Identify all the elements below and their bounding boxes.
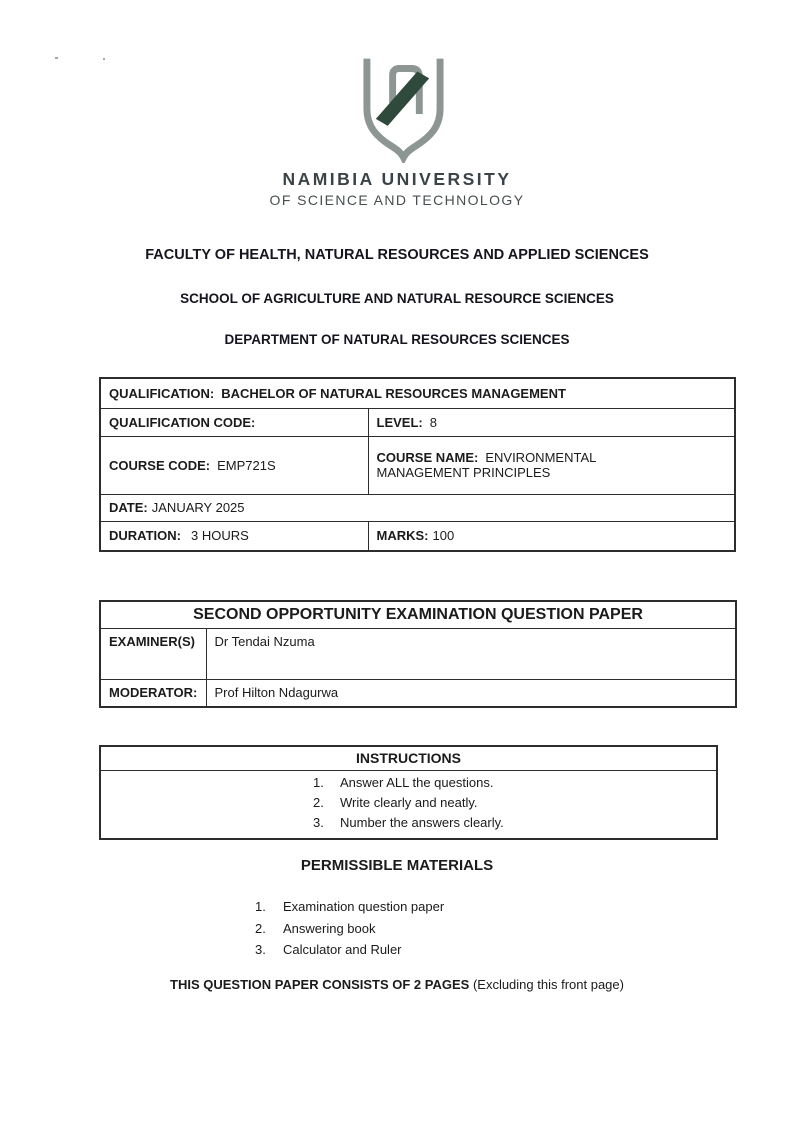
course-code-cell	[100, 436, 368, 494]
qualification-value: BACHELOR OF NATURAL RESOURCES MANAGEMENT	[221, 385, 566, 401]
moderator-value: Prof Hilton Ndagurwa	[206, 679, 736, 707]
qualification-code-cell	[100, 408, 368, 436]
course-code-value: EMP721S	[217, 457, 276, 473]
list-number	[313, 813, 340, 833]
marks-label: MARKS:	[376, 528, 429, 544]
permissible-materials-heading: PERMISSIBLE MATERIALS	[300, 857, 494, 874]
scan-speck	[103, 58, 105, 60]
material-item	[255, 939, 444, 961]
material-item	[255, 918, 444, 940]
course-name-value: ENVIRONMENTAL MANAGEMENT PRINCIPLES	[376, 450, 596, 480]
course-code-label: COURSE CODE:	[109, 457, 211, 473]
list-number	[255, 939, 283, 961]
material-text: Examination question paper	[283, 899, 445, 914]
qualification-label: QUALIFICATION:	[109, 385, 215, 401]
exam-paper-table	[99, 600, 737, 708]
level-value: 8	[429, 414, 437, 430]
scan-speck	[55, 57, 58, 59]
examiner-label: EXAMINER(S)	[100, 628, 206, 679]
instructions-body	[100, 770, 717, 839]
date-label: DATE:	[109, 500, 148, 515]
duration-cell	[100, 521, 368, 551]
material-text: Calculator and Ruler	[283, 942, 402, 957]
instructions-table	[99, 745, 718, 840]
instruction-text: Number the answers clearly.	[340, 814, 504, 830]
department-heading: DEPARTMENT OF NATURAL RESOURCES SCIENCES	[224, 332, 570, 347]
school-heading: SCHOOL OF AGRICULTURE AND NATURAL RESOURCE SCIENCES	[180, 291, 614, 306]
qualification-code-label: QUALIFICATION CODE:	[109, 414, 256, 430]
university-wordmark-subtitle: OF SCIENCE AND TECHNOLOGY	[269, 192, 525, 208]
date-value: JANUARY 2025	[151, 500, 245, 515]
duration-value: 3 HOURS	[190, 528, 249, 544]
course-name-label: COURSE NAME:	[376, 450, 479, 465]
list-number	[255, 918, 283, 940]
level-label: LEVEL:	[376, 414, 423, 430]
page-count-bold: THIS QUESTION PAPER CONSISTS OF 2 PAGES	[170, 977, 470, 992]
page-count-regular: (Excluding this front page)	[469, 977, 624, 992]
faculty-heading: FACULTY OF HEALTH, NATURAL RESOURCES AND APPLIED SCIENCES	[145, 247, 649, 263]
list-number	[313, 773, 340, 793]
university-shield-icon	[360, 57, 447, 163]
permissible-materials-list	[255, 896, 444, 961]
instructions-list	[313, 773, 716, 833]
examiner-value: Dr Tendai Nzuma	[206, 628, 736, 679]
marks-value: 100	[432, 528, 455, 544]
duration-label: DURATION:	[109, 528, 181, 544]
marks-cell	[368, 521, 735, 551]
instruction-item	[313, 793, 716, 813]
qualification-cell	[100, 378, 735, 408]
list-number	[255, 896, 283, 918]
moderator-label: MODERATOR:	[100, 679, 206, 707]
instruction-item	[313, 813, 716, 833]
exam-paper-title: SECOND OPPORTUNITY EXAMINATION QUESTION PAPER	[100, 601, 736, 628]
instruction-text: Answer ALL the questions.	[340, 774, 494, 790]
level-cell	[368, 408, 735, 436]
university-wordmark: NAMIBIA UNIVERSITY	[282, 169, 512, 189]
course-info-table	[99, 377, 736, 552]
material-text: Answering book	[283, 920, 376, 936]
material-item	[255, 896, 444, 918]
date-cell	[100, 494, 735, 521]
instruction-item	[313, 773, 716, 793]
page-count-note	[0, 977, 794, 992]
list-number	[313, 793, 340, 813]
instruction-text: Write clearly and neatly.	[340, 794, 478, 810]
course-name-cell	[368, 436, 735, 494]
instructions-title: INSTRUCTIONS	[100, 746, 717, 770]
